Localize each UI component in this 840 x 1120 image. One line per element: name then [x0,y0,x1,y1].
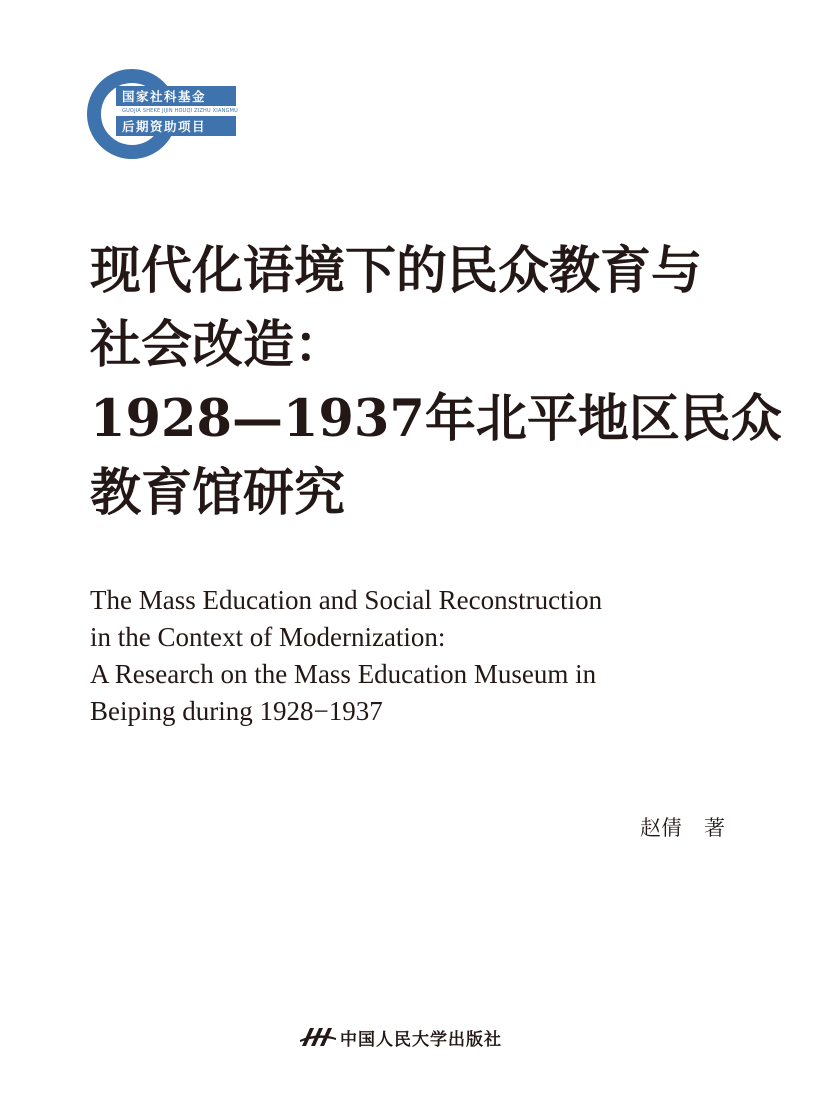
fund-logo [86,64,236,164]
publisher-name: 中国人民大学出版社 [340,1029,502,1050]
title-en-line: A Research on the Mass Education Museum in [90,659,597,689]
title-english [90,582,770,730]
title-chinese [90,234,790,530]
title-en-line: in the Context of Modernization: [90,622,446,652]
author-credit [640,812,725,842]
title-cn-line: 社会改造： [90,315,346,375]
fund-line1: 国家社科基金 [116,86,236,106]
title-cn-line: 教育馆研究 [90,463,346,523]
author-name: 赵倩 [640,816,682,840]
publisher [300,1022,502,1052]
title-cn-line: 1928—1937年北平地区民众 [90,389,782,449]
title-en-line: Beiping during 1928−1937 [90,696,383,726]
fund-line2: 后期资助项目 [116,116,236,136]
title-en-line: The Mass Education and Social Reconstruction [90,585,603,615]
title-cn-line: 现代化语境下的民众教育与 [90,241,703,301]
fund-pinyin: GUOJIA SHEKE JIJIN HOUQI ZIZHU XIANGMU [116,106,236,116]
renmin-university-press-icon [300,1026,336,1048]
author-role: 著 [704,816,725,840]
